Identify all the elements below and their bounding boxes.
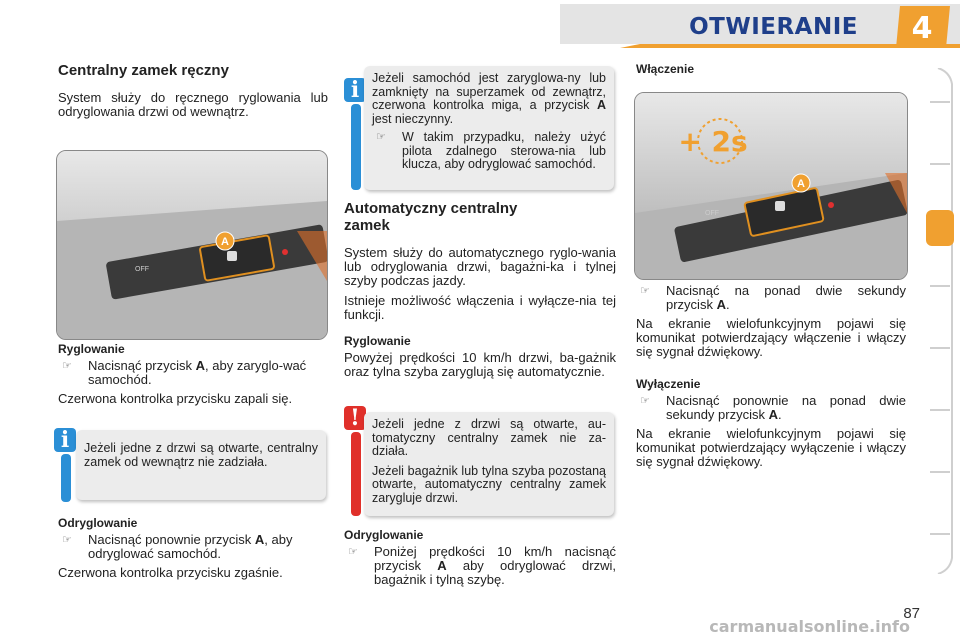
paragraph: Powyżej prędkości 10 km/h drzwi, ba-gażnik oraz tylna szyba zaryglują się automatycznie. (344, 350, 616, 379)
right-column-body (636, 284, 906, 475)
warning-bar (351, 432, 361, 516)
info-icon: i (54, 428, 76, 452)
button-a-label: A (797, 178, 805, 190)
bullet-icon: ☞ (640, 395, 650, 407)
bullet-icon: ☞ (348, 546, 358, 558)
chapter-tabs (924, 68, 954, 574)
unlock-bullet: ☞ Poniżej prędkości 10 km/h nacisnąć przycisk A aby odryglować drzwi, bagażnik i tylną szybę. (344, 545, 616, 587)
paragraph: System służy do ręcznego ryglowania lub odryglowania drzwi od wewnątrz. (58, 90, 328, 119)
lock-bullet: ☞ Nacisnąć przycisk A, aby zaryglo-wać samochód. (58, 359, 328, 387)
lock-heading: Ryglowanie (58, 342, 125, 356)
info-icon: i (344, 78, 366, 102)
activation-button-illustration (634, 92, 908, 280)
superlock-info-note: Jeżeli samochód jest zaryglowa-ny lub zamknięty na superzamek od zewnątrz, czerwona kontrolka miga, a przycisk A jest nieczynny. ☞ W takim przypadku, należy użyć pilota zdalnego sterowa-nia lub klucza, aby odryglować samochód. (364, 66, 614, 190)
middle-column (344, 200, 616, 385)
warning-note: Jeżeli jedne z drzwi są otwarte, au-tomatyczny centralny zamek nie za-działa. Jeżeli bagażnik lub tylna szyba pozostaną otwarte, automatyczny centralny zamek zarygluje drzwi. (364, 412, 614, 516)
paragraph: Czerwona kontrolka przycisku zapali się. (58, 391, 293, 406)
section-title: Centralny zamek ręczny (58, 62, 229, 79)
left-column-lock (58, 342, 328, 412)
paragraph: Istnieje możliwość włączenia i wyłącze-nia tej funkcji. (344, 293, 616, 322)
unlock-bullet: ☞ Nacisnąć ponownie przycisk A, aby odryglować samochód. (58, 533, 328, 561)
lock-heading: Ryglowanie (344, 334, 411, 348)
bullet-icon: ☞ (640, 285, 650, 297)
bullet-icon: ☞ (62, 534, 72, 546)
chapter-number: 4 (911, 11, 933, 46)
chapter-title: OTWIERANIE (689, 14, 858, 40)
info-bar (351, 104, 361, 190)
page-number: 87 (903, 605, 920, 622)
unlock-heading: Odryglowanie (344, 528, 424, 542)
right-column-heading (636, 62, 906, 79)
paragraph: Na ekranie wielofunkcyjnym pojawi się komunikat potwierdzający wyłączenie i włączy się sygnał dźwiękowy. (636, 426, 906, 469)
timer-label: + 2s (678, 125, 748, 158)
active-chapter-tab (926, 210, 954, 246)
on-bullet: ☞ Nacisnąć na ponad dwie sekundy przycisk A. (636, 284, 906, 312)
button-a-label: A (221, 236, 229, 248)
paragraph: Czerwona kontrolka przycisku zgaśnie. (58, 565, 283, 580)
left-column-top (58, 62, 328, 125)
bullet-icon: ☞ (376, 131, 386, 143)
middle-column-unlock (344, 528, 616, 592)
door-lock-button-illustration (56, 150, 328, 340)
off-label: OFF (135, 266, 149, 273)
on-heading: Włączenie (636, 62, 695, 76)
section-title: Automatyczny centralny zamek (344, 200, 518, 234)
info-bar (61, 454, 71, 502)
warning-icon: ! (344, 406, 366, 430)
info-note: Jeżeli jedne z drzwi są otwarte, centralny zamek od wewnątrz nie zadziała. (76, 430, 326, 500)
paragraph: Na ekranie wielofunkcyjnym pojawi się komunikat potwierdzający włączenie i włączy się sygnał dźwiękowy. (636, 316, 906, 359)
off-heading: Wyłączenie (636, 377, 701, 391)
paragraph: System służy do automatycznego ryglo-wania lub odryglowania drzwi, bagażni-ka i tylnej szyby podczas jazdy. (344, 245, 616, 288)
bullet-icon: ☞ (62, 360, 72, 372)
off-bullet: ☞ Nacisnąć ponownie na ponad dwie sekundy przycisk A. (636, 394, 906, 422)
watermark: carmanualsonline.info (709, 617, 910, 636)
off-label: OFF (705, 210, 719, 217)
left-column-unlock (58, 516, 328, 586)
unlock-heading: Odryglowanie (58, 516, 138, 530)
